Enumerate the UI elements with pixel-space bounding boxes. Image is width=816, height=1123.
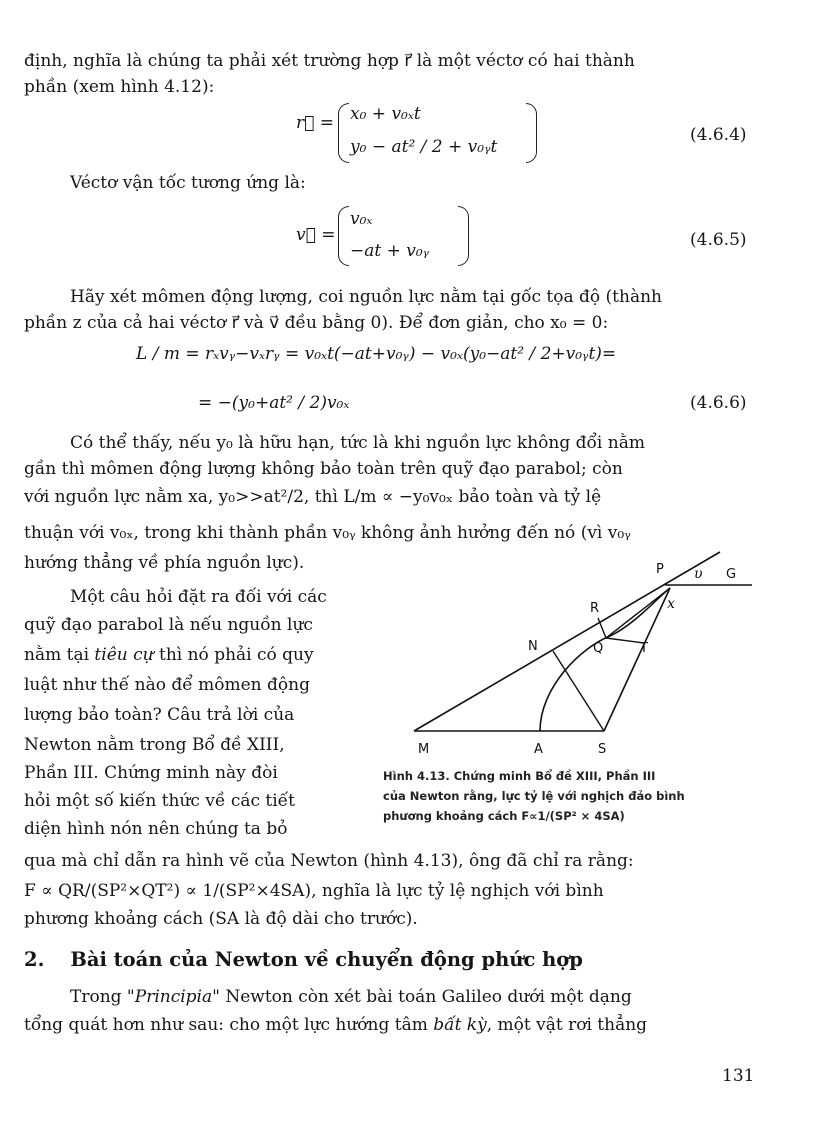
- text-line: phần z của cả hai véctơ r⃗ và v⃗ đều bằng 0). Để đơn giản, cho x₀ = 0:: [24, 313, 609, 333]
- label-p: P: [656, 562, 664, 577]
- matrix-row: v₀ₓ: [350, 209, 373, 229]
- label-x: x: [667, 596, 675, 612]
- equation-lhs: r⃗ =: [296, 113, 334, 133]
- text-line: [24, 644, 314, 666]
- label-n: N: [528, 639, 538, 654]
- emphasis-text: bất kỳ: [433, 1015, 487, 1035]
- text-run: tổng quát hơn như sau: cho một lực hướng tâm: [24, 1015, 434, 1035]
- text-run: , một vật rơi thẳng: [486, 1015, 648, 1035]
- equation-number: (4.6.5): [690, 230, 747, 250]
- equation-lhs: v⃗ =: [296, 225, 336, 245]
- label-a: A: [534, 742, 543, 757]
- text-run: thì nó phải có quy: [153, 645, 314, 665]
- text-line: hướng thẳng về phía nguồn lực).: [24, 553, 305, 573]
- emphasis-text: tiêu cự: [94, 645, 154, 665]
- line-ns: [553, 651, 604, 731]
- section-heading: [24, 948, 583, 971]
- parabola-arc: [540, 588, 670, 731]
- tangent-line: [414, 552, 720, 731]
- text-run: " Newton còn xét bài toán Galileo dưới một dạng: [212, 987, 632, 1007]
- text-line: luật như thế nào để mômen động: [24, 675, 310, 695]
- figure-caption: [383, 766, 763, 826]
- left-paren: [338, 103, 349, 163]
- page-number: 131: [722, 1066, 755, 1086]
- text-line: Véctơ vận tốc tương ứng là:: [70, 173, 306, 193]
- text-line: Một câu hỏi đặt ra đối với các: [70, 587, 327, 607]
- label-q: Q: [593, 641, 604, 656]
- text-line: thuận với v₀ₓ, trong khi thành phần v₀ᵧ không ảnh hưởng đến nó (vì v₀ᵧ: [24, 523, 631, 543]
- label-g: G: [726, 567, 737, 582]
- text-line: [70, 986, 632, 1008]
- caption-line: của Newton rằng, lực tỷ lệ với nghịch đảo bình: [383, 789, 685, 803]
- figure-4-13: [380, 548, 780, 762]
- matrix-row: y₀ − at² / 2 + v₀ᵧt: [350, 137, 498, 157]
- text-line: gần thì mômen động lượng không bảo toàn trên quỹ đạo parabol; còn: [24, 459, 623, 479]
- text-line: diện hình nón nên chúng ta bỏ: [24, 819, 288, 839]
- text-line: qua mà chỉ dẫn ra hình vẽ của Newton (hình 4.13), ông đã chỉ ra rằng:: [24, 851, 634, 871]
- text-run: nằm tại: [24, 645, 95, 665]
- section-number: 2.: [24, 948, 45, 971]
- label-m: M: [418, 742, 430, 757]
- line-qt: [606, 638, 644, 643]
- text-line: F ∝ QR/(SP²×QT²) ∝ 1/(SP²×4SA), nghĩa là lực tỷ lệ nghịch với bình: [24, 881, 604, 901]
- text-line: Phần III. Chứng minh này đòi: [24, 763, 278, 783]
- label-v: υ: [694, 566, 703, 582]
- text-line: phần (xem hình 4.12):: [24, 77, 215, 97]
- label-s: S: [598, 742, 607, 757]
- label-t: T: [640, 641, 648, 656]
- line-sp: [604, 588, 670, 731]
- left-paren: [338, 206, 349, 266]
- text-line: với nguồn lực nằm xa, y₀>>at²/2, thì L/m ∝ −y₀v₀ₓ bảo toàn và tỷ lệ: [24, 487, 602, 507]
- caption-line: Hình 4.13. Chứng minh Bổ đề XIII, Phần III: [383, 769, 656, 783]
- text-line: hỏi một số kiến thức về các tiết: [24, 791, 295, 811]
- text-line: [24, 1014, 647, 1036]
- equation-line: L / m = rₓvᵧ−vₓrᵧ = v₀ₓt(−at+v₀ᵧ) − v₀ₓ(y₀−at² / 2+v₀ᵧt)=: [136, 344, 617, 364]
- text-line: Có thể thấy, nếu y₀ là hữu hạn, tức là khi nguồn lực không đổi nằm: [70, 433, 645, 453]
- equation-line: = −(y₀+at² / 2)v₀ₓ: [198, 393, 350, 413]
- equation-number: (4.6.6): [690, 393, 747, 413]
- label-r: R: [590, 601, 600, 616]
- equation-number: (4.6.4): [690, 125, 747, 145]
- text-line: Newton nằm trong Bổ đề XIII,: [24, 735, 285, 755]
- matrix-row: −at + v₀ᵧ: [350, 241, 430, 261]
- section-title: Bài toán của Newton về chuyển động phức hợp: [70, 948, 583, 971]
- text-line: lượng bảo toàn? Câu trả lời của: [24, 705, 295, 725]
- matrix-row: x₀ + v₀ₓt: [350, 104, 421, 124]
- text-run: Trong ": [70, 987, 135, 1007]
- caption-line: phương khoảng cách F∝1/(SP² × 4SA): [383, 809, 625, 823]
- right-paren: [458, 206, 469, 266]
- text-line: định, nghĩa là chúng ta phải xét trường hợp r⃗ là một véctơ có hai thành: [24, 51, 635, 71]
- text-line: quỹ đạo parabol là nếu nguồn lực: [24, 615, 313, 635]
- text-line: phương khoảng cách (SA là độ dài cho trước).: [24, 909, 418, 929]
- text-line: Hãy xét mômen động lượng, coi nguồn lực nằm tại gốc tọa độ (thành: [70, 287, 662, 307]
- emphasis-text: Principia: [134, 987, 213, 1007]
- right-paren: [526, 103, 537, 163]
